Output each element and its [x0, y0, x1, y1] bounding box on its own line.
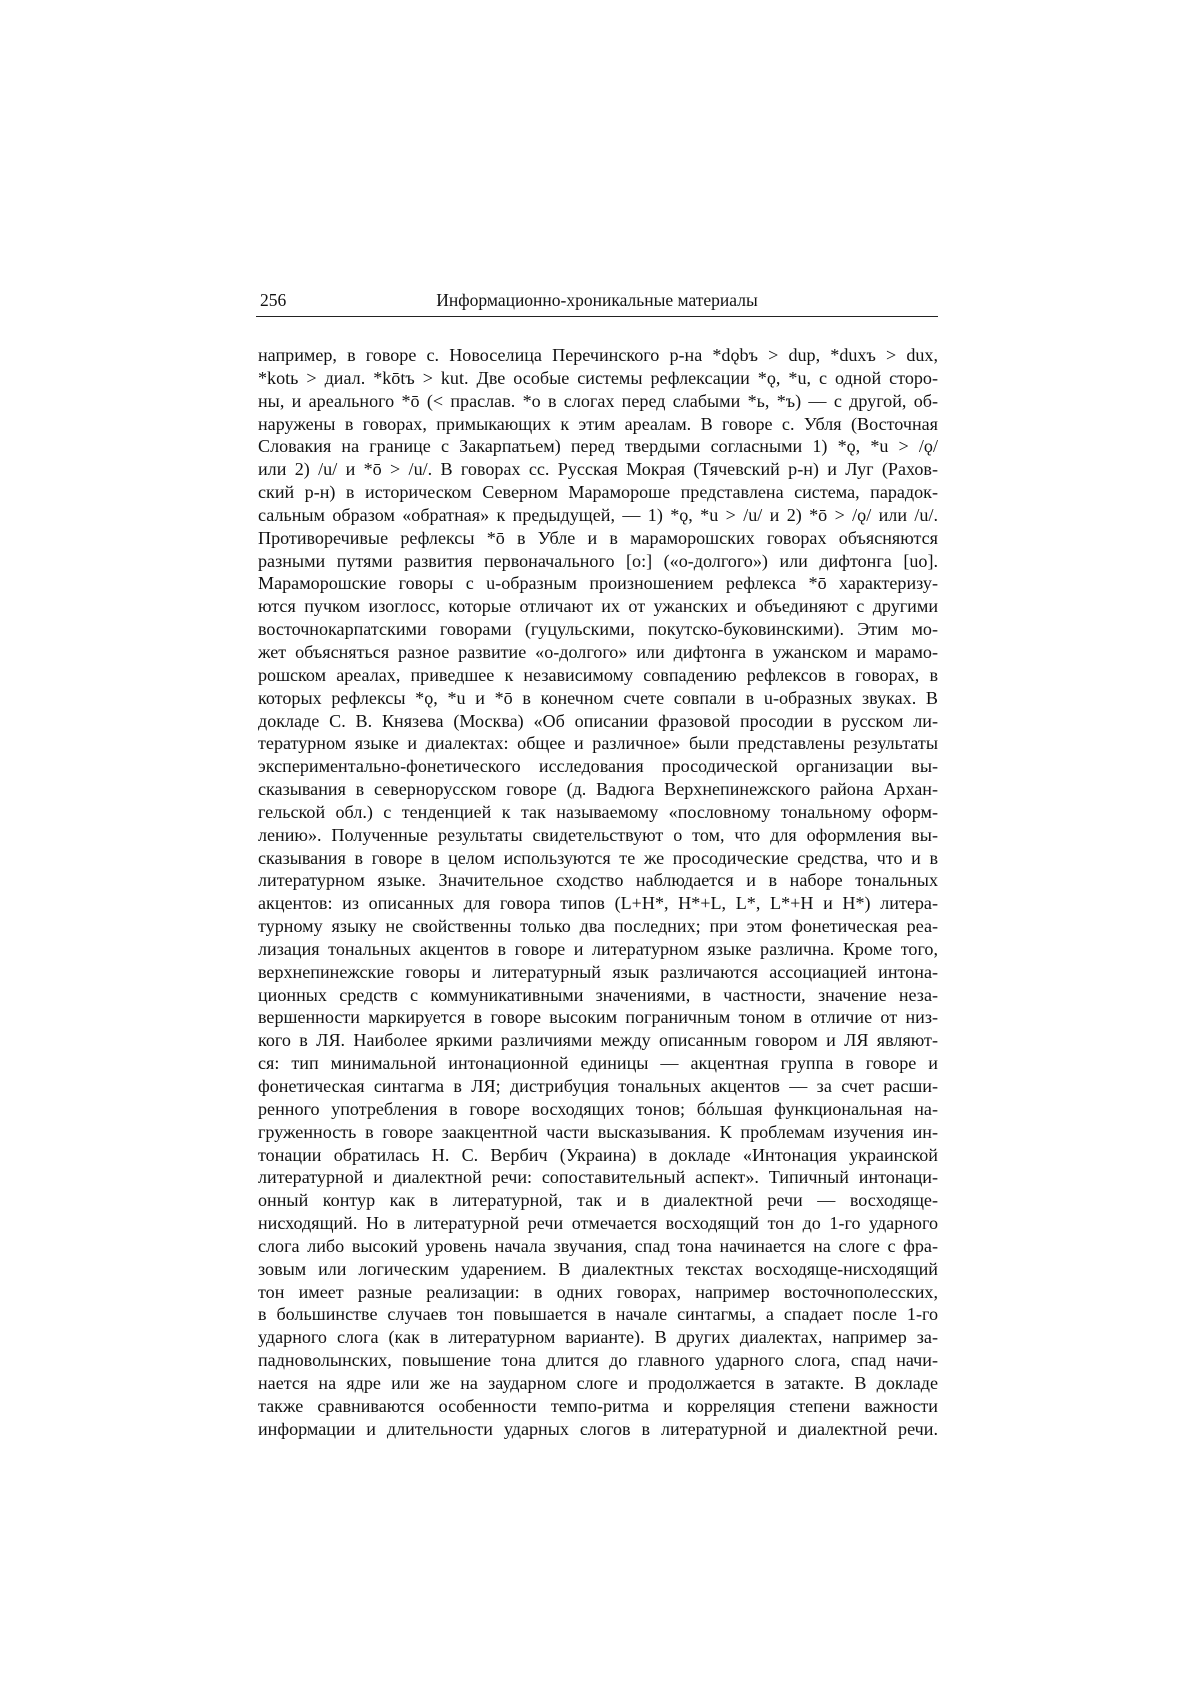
text-line: сальным образом «обратная» к предыдущей, — 1) *ǫ, *u > /u/ и 2) *ō > /ǫ/ или /u/. — [258, 504, 938, 525]
text-line: нисходящий. Но в литературной речи отмечается восходящий тон до 1-го ударного — [258, 1213, 938, 1234]
text-line: ренного употребления в говоре восходящих тонов; бóльшая функциональная на- — [258, 1098, 938, 1119]
text-line: сказывания в севернорусском говоре (д. Вадюга Верхнепинежского района Архан- — [258, 779, 938, 800]
text-line: тон имеет разные реализации: в одних говорах, например восточнополесских, — [258, 1281, 938, 1302]
text-line: ются пучком изоглосс, которые отличают их от ужанских и объединяют с другими — [258, 596, 938, 617]
body-text — [258, 344, 938, 1441]
text-line: наружены в говорах, примыкающих к этим ареалам. В говоре с. Убля (Восточная — [258, 413, 938, 434]
text-line: лизация тональных акцентов в говоре и литературном языке различна. Кроме того, — [258, 938, 938, 959]
running-head — [256, 286, 938, 314]
text-line: или 2) /u/ и *ō > /u/. В говорах сс. Русская Мокрая (Тячевский р-н) и Луг (Рахов- — [258, 459, 938, 480]
text-line: гельской обл.) с тенденцией к так называемому «пословному тональному оформ- — [258, 801, 938, 822]
text-line: ский р-н) в историческом Северном Марамороше представлена система, парадок- — [258, 482, 938, 503]
text-line: кого в ЛЯ. Наиболее яркими различиями между описанным говором и ЛЯ являют- — [258, 1030, 938, 1051]
text-line: восточнокарпатскими говорами (гуцульскими, покутско-буковинскими). Этим мо- — [258, 619, 938, 640]
text-line: информации и длительности ударных слогов в литературной и диалектной речи. — [258, 1418, 938, 1439]
text-line: турному языку не свойственны только два последних; при этом фонетическая реа- — [258, 916, 938, 937]
text-line: экспериментально-фонетического исследования просодической организации вы- — [258, 756, 938, 777]
page-number: 256 — [260, 290, 287, 310]
text-line: слога либо высокий уровень начала звучания, спад тона начинается на слоге с фра- — [258, 1235, 938, 1256]
text-line: *kotь > диал. *kōtъ > kut. Две особые системы рефлексации *ǫ, *u, с одной сторо- — [258, 367, 938, 388]
running-title: Информационно-хроникальные материалы — [436, 290, 758, 310]
text-line: падноволынских, повышение тона длится до главного ударного слога, спад начи- — [258, 1350, 938, 1371]
text-line: Мараморошские говоры с u-образным произношением рефлекса *ō характеризу- — [258, 573, 938, 594]
text-line: Противоречивые рефлексы *ō в Убле и в мараморошских говорах объясняются — [258, 527, 938, 548]
text-line: фонетическая синтагма в ЛЯ; дистрибуция тональных акцентов — за счет расши- — [258, 1076, 938, 1096]
text-line: акцентов: из описанных для говора типов (L+H*, H*+L, L*, L*+H и H*) литера- — [258, 893, 938, 914]
text-line: жет объясняться разное развитие «o-долгого» или дифтонга в ужанском и марамо- — [258, 641, 938, 662]
text-line: в большинстве случаев тон повышается в начале синтагмы, а спадает после 1-го — [258, 1304, 938, 1325]
text-line: тонации обратилась Н. С. Вербич (Украина) в докладе «Интонация украинской — [258, 1144, 938, 1165]
text-line: литературном языке. Значительное сходство наблюдается и в наборе тональных — [258, 870, 938, 891]
text-line: которых рефлексы *ǫ, *u и *ō в конечном счете совпали в u-образных звуках. В — [258, 687, 938, 708]
text-line: Словакия на границе с Закарпатьем) перед твердыми согласными 1) *ǫ, *u > /ǫ/ — [258, 436, 938, 457]
text-line: например, в говоре с. Новоселица Перечинского р-на *dǫbъ > dup, *duxъ > dux, — [258, 345, 938, 365]
text-line: ционных средств с коммуникативными значениями, в частности, значение неза- — [258, 984, 938, 1005]
text-line: ны, и ареального *ō (< праслав. *o в слогах перед слабыми *ь, *ъ) — с другой, об- — [258, 390, 938, 411]
text-line: также сравниваются особенности темпо-ритма и корреляция степени важности — [258, 1395, 938, 1416]
text-line: тературном языке и диалектах: общее и различное» были представлены результаты — [258, 733, 938, 754]
text-line: груженность в говоре заакцентной части высказывания. К проблемам изучения ин- — [258, 1121, 938, 1142]
text-line: зовым или логическим ударением. В диалектных текстах восходяще-нисходящий — [258, 1258, 938, 1279]
text-line: верхнепинежские говоры и литературный язык различаются ассоциацией интона- — [258, 961, 938, 982]
text-line: вершенности маркируется в говоре высоким пограничным тоном в отличие от низ- — [258, 1007, 938, 1028]
text-line: докладе С. В. Князева (Москва) «Об описании фразовой просодии в русском ли- — [258, 710, 938, 731]
text-line: ударного слога (как в литературном варианте). В других диалектах, например за- — [258, 1327, 938, 1348]
text-line: сказывания в говоре в целом используются те же просодические средства, что и в — [258, 847, 938, 868]
text-line: нается на ядре или же на заударном слоге и продолжается в затакте. В докладе — [258, 1372, 938, 1393]
text-line: лению». Полученные результаты свидетельствуют о том, что для оформления вы- — [258, 824, 938, 845]
text-line: онный контур как в литературной, так и в диалектной речи — восходяще- — [258, 1190, 938, 1211]
header-rule — [256, 316, 938, 317]
text-line: ся: тип минимальной интонационной единицы — акцентная группа в говоре и — [258, 1053, 938, 1074]
text-line: разными путями развития первоначального [o:] («o-долгого») или дифтонга [uo]. — [258, 550, 938, 571]
text-line: литературной и диалектной речи: сопоставительный аспект». Типичный интонаци- — [258, 1167, 938, 1188]
text-line: рошском ареалах, приведшее к независимому совпадению рефлексов в говорах, в — [258, 664, 938, 685]
